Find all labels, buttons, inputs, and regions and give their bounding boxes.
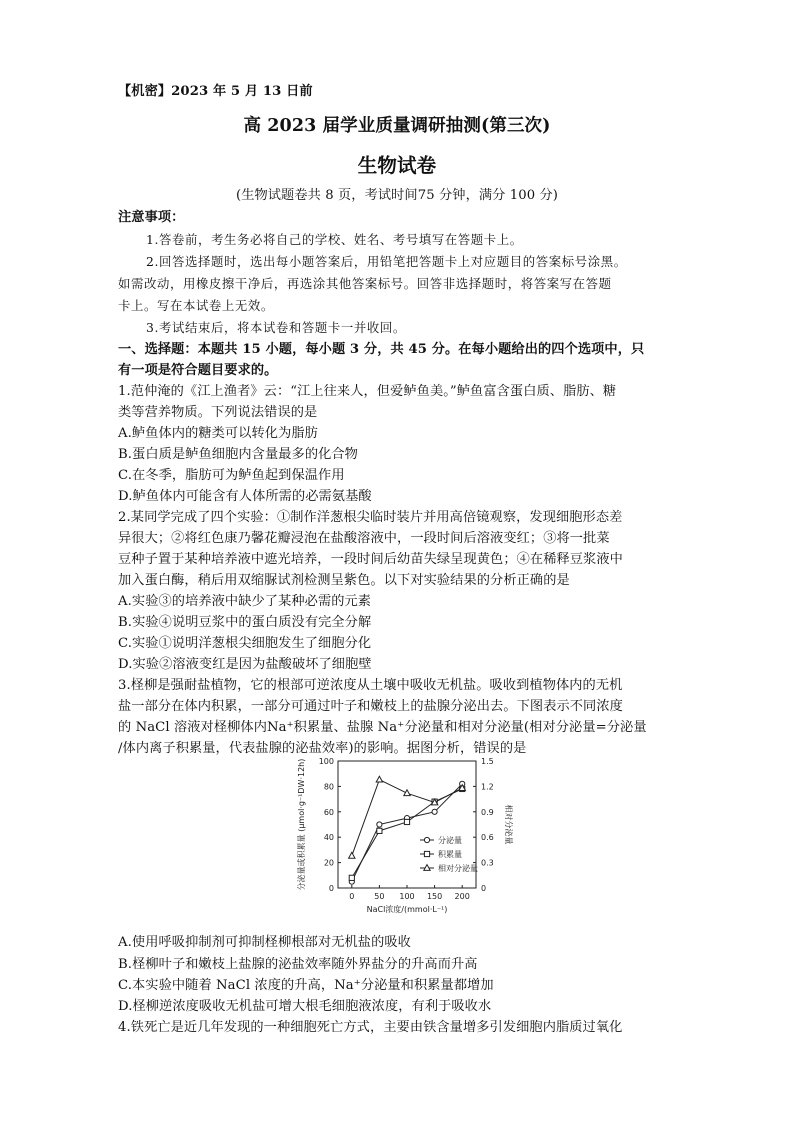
- q3-option-b: B.柽柳叶子和嫩枝上盐腺的泌盐效率随外界盐分的升高而升高: [118, 957, 478, 972]
- y-left-tick-label: 80: [323, 782, 334, 792]
- series-1-point: [349, 875, 354, 880]
- notice-line-5: 3.考试结束后，将本试卷和答题卡一并收回。: [146, 320, 406, 335]
- x-tick-label: 50: [374, 892, 385, 901]
- q1-stem-1: 1.范仲淹的《江上渔者》云：“江上往来人，但爱鲈鱼美。”鲈鱼富含蛋白质、脂肪、糖: [118, 384, 617, 399]
- q1-option-b: B.蛋白质是鲈鱼细胞内含量最多的化合物: [118, 447, 358, 462]
- notice-line-4: 卡上。写在本试卷上无效。: [118, 298, 274, 313]
- nacl-chart: [268, 753, 526, 923]
- exam-title: 高 2023 届学业质量调研抽测(第三次): [243, 116, 551, 136]
- q3-option-c: C.本实验中随着 NaCl 浓度的升高，Na⁺分泌量和积累量都增加: [118, 978, 494, 993]
- q3-option-d: D.柽柳逆浓度吸收无机盐可增大根毛细胞液浓度，有利于吸收水: [118, 999, 492, 1014]
- y-right-tick-label: 0: [481, 884, 487, 893]
- y-right-tick-label: 0.3: [481, 858, 494, 868]
- notice-line-3: 如需改动，用橡皮擦干净后，再选涂其他答案标号。回答非选择题时，将答案写在答题: [118, 276, 612, 291]
- y-right-tick-label: 1.2: [481, 782, 494, 792]
- x-tick-label: 100: [399, 892, 415, 901]
- confidential-notice: 【机密】2023 年 5 月 13 日前: [118, 84, 313, 99]
- y-left-tick-label: 20: [323, 858, 334, 868]
- series-1-point: [404, 819, 409, 824]
- y-left-tick-label: 60: [323, 807, 334, 817]
- q3-stem-1: 3.柽柳是强耐盐植物，它的根部可逆浓度从土壤中吸收无机盐。吸收到植物体内的无机: [118, 678, 623, 693]
- section-heading-2: 有一项是符合题目要求的。: [118, 363, 278, 378]
- q2-stem-1: 2.某同学完成了四个实验：①制作洋葱根尖临时装片并用高倍镜观察，发现细胞形态差: [118, 510, 623, 525]
- legend-marker-1: [424, 851, 429, 856]
- legend-label-2: 相对分泌量: [438, 864, 478, 873]
- subject-title: 生物试卷: [357, 154, 437, 177]
- q3-stem-4: /体内离子积累量，代表盐腺的泌盐效率)的影响。据图分析，错误的是: [118, 741, 527, 756]
- y-left-tick-label: 40: [323, 833, 334, 843]
- series-0-point: [377, 822, 382, 827]
- series-0-point: [432, 809, 437, 814]
- q2-option-a: A.实验③的培养液中缺少了某种必需的元素: [118, 594, 372, 609]
- series-2-point: [404, 790, 410, 796]
- y-right-axis-label: 相对分泌量: [504, 804, 513, 845]
- x-tick-label: 0: [349, 892, 355, 901]
- y-right-tick-label: 0.6: [481, 833, 494, 843]
- notice-heading: 注意事项：: [118, 210, 185, 225]
- y-right-tick-label: 0.9: [481, 807, 494, 817]
- q1-option-c: C.在冬季，脂肪可为鲈鱼起到保温作用: [118, 468, 345, 483]
- q2-option-b: B.实验④说明豆浆中的蛋白质没有完全分解: [118, 615, 372, 630]
- q4-stem-1: 4.铁死亡是近几年发现的一种细胞死亡方式，主要由铁含量增多引发细胞内脂质过氧化: [118, 1020, 623, 1035]
- series-2-point: [376, 776, 382, 782]
- q3-stem-3: 的 NaCl 溶液对柽柳体内Na⁺积累量、盐腺 Na⁺分泌量和相对分泌量(相对分泌量=分泌量: [118, 720, 647, 735]
- x-axis-label: NaCl浓度/(mmol·L⁻¹): [366, 905, 448, 914]
- y-left-axis-label: 分泌量或积累量 (μmol·g⁻¹DW·12h): [297, 758, 306, 891]
- y-right-tick-label: 1.5: [481, 757, 494, 766]
- x-tick-label: 150: [426, 892, 443, 901]
- y-left-tick-label: 0: [328, 884, 334, 893]
- q2-stem-3: 豆种子置于某种培养液中遮光培养，一段时间后幼苗失绿呈现黄色；④在稀释豆浆液中: [118, 552, 623, 567]
- legend-label-0: 分泌量: [438, 836, 462, 845]
- q1-option-d: D.鲈鱼体内可能含有人体所需的必需氨基酸: [118, 489, 372, 504]
- q3-option-a: A.使用呼吸抑制剂可抑制柽柳根部对无机盐的吸收: [118, 935, 411, 950]
- section-heading-1: 一、选择题：本题共 15 小题，每小题 3 分，共 45 分。在每小题给出的四个选项中，只: [118, 342, 645, 357]
- legend-label-1: 积累量: [438, 850, 462, 859]
- q1-option-a: A.鲈鱼体内的糖类可以转化为脂肪: [118, 426, 318, 441]
- q2-option-d: D.实验②溶液变红是因为盐酸破坏了细胞壁: [118, 657, 372, 672]
- q2-stem-2: 异很大；②将红色康乃馨花瓣浸泡在盐酸溶液中，一段时间后溶液变红；③将一批菜: [118, 531, 610, 546]
- q2-stem-4: 加入蛋白酶，稍后用双缩脲试剂检测呈紫色。以下对实验结果的分析正确的是: [118, 573, 570, 588]
- x-tick-label: 200: [454, 892, 470, 901]
- q2-option-c: C.实验①说明洋葱根尖细胞发生了细胞分化: [118, 636, 372, 651]
- q1-stem-2: 类等营养物质。下列说法错误的是: [118, 405, 318, 420]
- notice-line-2: 2.回答选择题时，选出每小题答案后，用铅笔把答题卡上对应题目的答案标号涂黑。: [146, 254, 627, 269]
- exam-info: (生物试题卷共 8 页，考试时间75 分钟，满分 100 分): [235, 188, 559, 203]
- series-1-point: [377, 828, 382, 833]
- series-2-point: [349, 852, 355, 858]
- q3-stem-2: 盐一部分在体内积累，一部分可通过叶子和嫩枝上的盐腺分泌出去。下图表示不同浓度: [118, 699, 623, 714]
- legend-marker-0: [424, 837, 429, 842]
- y-left-tick-label: 100: [318, 757, 334, 766]
- notice-line-1: 1.答卷前，考生务必将自己的学校、姓名、考号填写在答题卡上。: [146, 232, 523, 247]
